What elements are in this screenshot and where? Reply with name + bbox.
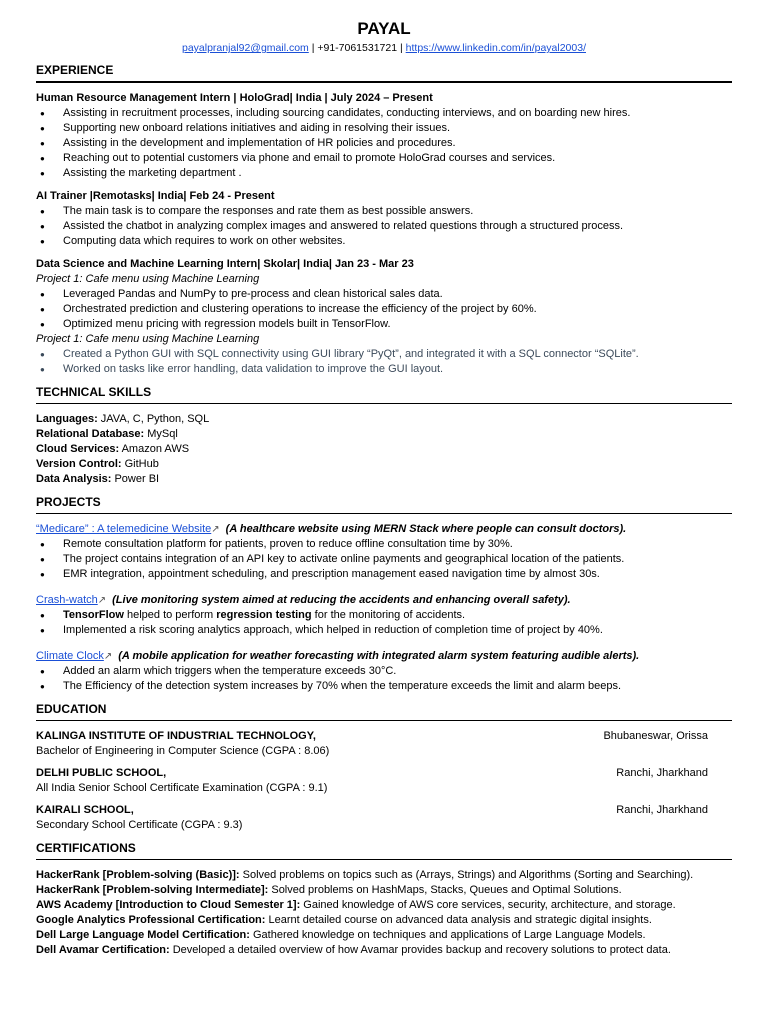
certification-label: AWS Academy [Introduction to Cloud Semester 1]: bbox=[36, 899, 301, 911]
project-link-crash-watch[interactable]: Crash-watch bbox=[36, 594, 98, 606]
list-item: ● Assisting in the development and implementation of HR policies and procedures. bbox=[36, 136, 732, 151]
education-row bbox=[36, 803, 732, 818]
external-link-icon: ↗ bbox=[211, 524, 220, 535]
skill-label: Cloud Services: bbox=[36, 443, 120, 455]
project-bullets bbox=[36, 608, 732, 638]
school-location: Ranchi, Jharkhand bbox=[616, 804, 708, 816]
certification-line bbox=[36, 868, 732, 883]
school-name: KALINGA INSTITUTE OF INDUSTRIAL TECHNOLOGY, bbox=[36, 730, 316, 742]
list-item: ● Computing data which requires to work on other websites. bbox=[36, 234, 732, 249]
section-divider bbox=[36, 859, 732, 860]
emphasis-text: regression testing bbox=[216, 609, 312, 621]
project-description: (A mobile application for weather forecasting with integrated alarm system featuring audible alerts). bbox=[118, 650, 640, 662]
job-title: Human Resource Management Intern | HoloGrad| India | July 2024 – Present bbox=[36, 92, 433, 104]
skill-value: GitHub bbox=[121, 458, 159, 470]
certification-line bbox=[36, 913, 732, 928]
education-row bbox=[36, 766, 732, 781]
linkedin-link[interactable]: https://www.linkedin.com/in/payal2003/ bbox=[405, 42, 586, 54]
contact-line bbox=[36, 41, 732, 55]
job-bullets bbox=[36, 287, 732, 332]
project-bullets bbox=[36, 537, 732, 582]
section-divider bbox=[36, 720, 732, 721]
list-text: for the monitoring of accidents. bbox=[311, 609, 466, 621]
project-subtitle: Project 1: Cafe menu using Machine Learning bbox=[36, 273, 260, 285]
section-title-certifications: CERTIFICATIONS bbox=[36, 841, 136, 855]
contact-separator: | bbox=[397, 42, 406, 54]
list-item: ● Created a Python GUI with SQL connectivity using GUI library “PyQt”, and integrated it with a SQL connector “SQLite”. bbox=[36, 347, 732, 362]
skill-label: Relational Database: bbox=[36, 428, 145, 440]
skill-line bbox=[36, 457, 732, 472]
list-item: ● Supporting new onboard relations initiatives and aiding in resolving their issues. bbox=[36, 121, 732, 136]
spacer bbox=[36, 181, 732, 187]
project-bullets bbox=[36, 664, 732, 694]
job-title: Data Science and Machine Learning Intern| Skolar| India| Jan 23 - Mar 23 bbox=[36, 258, 414, 270]
skill-line bbox=[36, 412, 732, 427]
education-entry bbox=[36, 729, 732, 759]
certification-text: Solved problems on HashMaps, Stacks, Queues and Optimal Solutions. bbox=[268, 884, 622, 896]
certification-line bbox=[36, 943, 732, 958]
education-entry bbox=[36, 766, 732, 796]
list-item: ● Remote consultation platform for patients, proven to reduce offline consultation time by 30%. bbox=[36, 537, 732, 552]
degree: Secondary School Certificate (CGPA : 9.3) bbox=[36, 819, 243, 831]
section-divider bbox=[36, 81, 732, 83]
contact-separator: | bbox=[308, 42, 318, 54]
school-location: Bhubaneswar, Orissa bbox=[603, 730, 708, 742]
list-item: ● The Efficiency of the detection system increases by 70% when the temperature exceeds the limit and alarm beeps. bbox=[36, 679, 732, 694]
section-divider bbox=[36, 403, 732, 404]
certification-text: Learnt detailed course on advanced data analysis and strategic digital insights. bbox=[265, 914, 652, 926]
project-header bbox=[36, 522, 732, 537]
project-link-medicare[interactable]: “Medicare” : A telemedicine Website bbox=[36, 523, 212, 535]
list-item: ● Assisting the marketing department . bbox=[36, 166, 732, 181]
external-link-icon: ↗ bbox=[97, 595, 107, 606]
certification-text: Solved problems on topics such as (Arrays, Strings) and Algorithms (Sorting and Searching). bbox=[239, 869, 694, 881]
skill-line bbox=[36, 427, 732, 442]
list-item: ● The project contains integration of an API key to activate online payments and geographical location of the patients. bbox=[36, 552, 732, 567]
list-item bbox=[36, 608, 732, 623]
project-header bbox=[36, 593, 732, 608]
section-title-projects: PROJECTS bbox=[36, 495, 101, 509]
certification-text: Gained knowledge of AWS core services, security, architecture, and storage. bbox=[300, 899, 676, 911]
certification-label: Google Analytics Professional Certification: bbox=[36, 914, 266, 926]
phone-number: +91-7061531721 bbox=[317, 42, 398, 54]
list-item: ● The main task is to compare the responses and rate them as best possible answers. bbox=[36, 204, 732, 219]
project-subtitle: Project 1: Cafe menu using Machine Learning bbox=[36, 333, 260, 345]
degree: Bachelor of Engineering in Computer Science (CGPA : 8.06) bbox=[36, 745, 330, 757]
certification-line bbox=[36, 898, 732, 913]
skill-value: Amazon AWS bbox=[119, 443, 190, 455]
list-item: ● Worked on tasks like error handling, data validation to improve the GUI layout. bbox=[36, 362, 732, 377]
spacer bbox=[36, 638, 732, 644]
certification-line bbox=[36, 928, 732, 943]
skill-value: MySql bbox=[144, 428, 178, 440]
section-divider bbox=[36, 513, 732, 514]
section-title-skills: TECHNICAL SKILLS bbox=[36, 385, 152, 399]
job-bullets bbox=[36, 204, 732, 249]
job-bullets bbox=[36, 347, 732, 377]
list-item: ● Assisted the chatbot in analyzing complex images and answered to related questions through a structured process. bbox=[36, 219, 732, 234]
certification-label: Dell Large Language Model Certification: bbox=[36, 929, 250, 941]
list-item: ● Orchestrated prediction and clustering operations to increase the efficiency of the project by 60%. bbox=[36, 302, 732, 317]
skill-label: Version Control: bbox=[36, 458, 122, 470]
project-header bbox=[36, 649, 732, 664]
project-description: (A healthcare website using MERN Stack where people can consult doctors). bbox=[225, 523, 627, 535]
skill-line bbox=[36, 472, 732, 487]
list-item: ● Optimized menu pricing with regression models built in TensorFlow. bbox=[36, 317, 732, 332]
candidate-name: PAYAL bbox=[357, 19, 411, 38]
emphasis-text: TensorFlow bbox=[63, 609, 124, 621]
job-bullets bbox=[36, 106, 732, 181]
certification-text: Developed a detailed overview of how Avamar provides backup and recovery solutions to protect data. bbox=[169, 944, 671, 956]
school-name: DELHI PUBLIC SCHOOL, bbox=[36, 767, 167, 779]
email-link[interactable]: payalpranjal92@gmail.com bbox=[181, 42, 309, 54]
list-text: helped to perform bbox=[123, 609, 217, 621]
project-description: (Live monitoring system aimed at reducing the accidents and enhancing overall safety). bbox=[112, 594, 571, 606]
project-link-climate-clock[interactable]: Climate Clock bbox=[36, 650, 104, 662]
education-entry bbox=[36, 803, 732, 833]
skill-label: Data Analysis: bbox=[36, 473, 112, 485]
section-title-education: EDUCATION bbox=[36, 702, 107, 716]
school-location: Ranchi, Jharkhand bbox=[616, 767, 708, 779]
skill-line bbox=[36, 442, 732, 457]
list-item: ● Added an alarm which triggers when the temperature exceeds 30°C. bbox=[36, 664, 732, 679]
skill-value: JAVA, C, Python, SQL bbox=[97, 413, 210, 425]
degree: All India Senior School Certificate Examination (CGPA : 9.1) bbox=[36, 782, 328, 794]
education-row bbox=[36, 729, 732, 744]
external-link-icon: ↗ bbox=[103, 651, 113, 662]
spacer bbox=[36, 249, 732, 255]
section-title-experience: EXPERIENCE bbox=[36, 63, 114, 77]
certification-line bbox=[36, 883, 732, 898]
certification-text: Gathered knowledge on techniques and applications of Large Language Models. bbox=[249, 929, 646, 941]
list-item: ● Implemented a risk scoring analytics approach, which helped in reduction of completion time of project by 40%. bbox=[36, 623, 732, 638]
job-title: AI Trainer |Remotasks| India| Feb 24 - Present bbox=[36, 190, 275, 202]
list-item: ● Assisting in recruitment processes, including sourcing candidates, conducting interviews, and on boarding new hires. bbox=[36, 106, 732, 121]
certification-label: HackerRank [Problem-solving Intermediate]: bbox=[36, 884, 269, 896]
certification-label: HackerRank [Problem-solving (Basic)]: bbox=[36, 869, 240, 881]
certification-label: Dell Avamar Certification: bbox=[36, 944, 170, 956]
skill-value: Power BI bbox=[111, 473, 160, 485]
list-item: ● Leveraged Pandas and NumPy to pre-process and clean historical sales data. bbox=[36, 287, 732, 302]
skill-label: Languages: bbox=[36, 413, 98, 425]
list-item: ● Reaching out to potential customers via phone and email to promote HoloGrad courses and services. bbox=[36, 151, 732, 166]
school-name: KAIRALI SCHOOL, bbox=[36, 804, 134, 816]
list-item: ● EMR integration, appointment scheduling, and prescription management eased navigation time by almost 30s. bbox=[36, 567, 732, 582]
spacer bbox=[36, 582, 732, 588]
